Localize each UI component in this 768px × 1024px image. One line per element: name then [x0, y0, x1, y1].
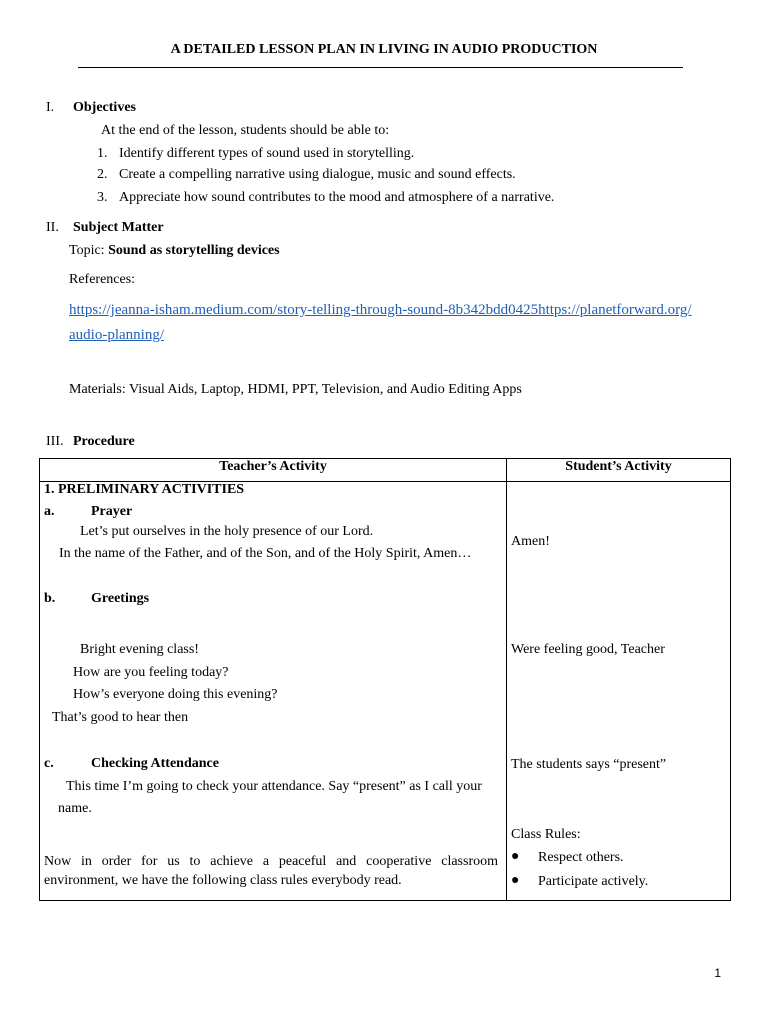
procedure-table [39, 458, 731, 901]
greetings-heading: Greetings [91, 591, 150, 606]
teacher-activity-cell [40, 482, 507, 901]
objectives-intro: At the end of the lesson, students should be able to: [101, 123, 390, 138]
preliminary-activities-heading: 1. PRELIMINARY ACTIVITIES [44, 482, 245, 497]
title-underline [78, 67, 683, 68]
objective-number: 1. [97, 146, 108, 161]
bullet-icon: ● [511, 873, 520, 888]
prayer-line: Let’s put ourselves in the holy presence of our Lord. [80, 524, 374, 539]
objective-number: 2. [97, 167, 108, 182]
greeting-response: Were feeling good, Teacher [511, 642, 665, 657]
subject-matter-heading: Subject Matter [73, 220, 164, 235]
student-activity-header: Student’s Activity [507, 459, 731, 482]
prayer-heading: Prayer [91, 504, 133, 519]
class-rule-item: Respect others. [538, 850, 624, 865]
objective-item: Create a compelling narrative using dialogue, music and sound effects. [119, 167, 516, 182]
objectives-heading: Objectives [73, 100, 136, 115]
bullet-icon: ● [511, 849, 520, 864]
attendance-response: The students says “present” [511, 757, 667, 772]
subject-matter-numeral: II. [46, 220, 59, 235]
greeting-line: How are you feeling today? [73, 665, 229, 680]
materials-line: Materials: Visual Aids, Laptop, HDMI, PPT, Television, and Audio Editing Apps [69, 382, 522, 397]
objective-number: 3. [97, 190, 108, 205]
references-label: References: [69, 272, 136, 287]
attendance-heading: Checking Attendance [91, 756, 219, 771]
objective-item: Identify different types of sound used in storytelling. [119, 146, 415, 161]
class-rules-label: Class Rules: [511, 827, 581, 842]
objectives-numeral: I. [46, 100, 55, 115]
topic-line [69, 243, 280, 259]
attendance-line: This time I’m going to check your attendance. Say “present” as I call your [66, 779, 482, 794]
prayer-letter: a. [44, 504, 55, 519]
topic-label: Topic: [69, 243, 105, 258]
procedure-numeral: III. [46, 434, 64, 449]
topic-value: Sound as storytelling devices [108, 243, 280, 258]
attendance-line: name. [58, 801, 92, 816]
page-number: 1 [714, 966, 721, 980]
class-rule-item: Participate actively. [538, 874, 649, 889]
greeting-line: Bright evening class! [80, 642, 199, 657]
reference-link-continued[interactable]: audio-planning/ [69, 327, 164, 343]
teacher-activity-header: Teacher’s Activity [40, 459, 507, 482]
procedure-heading: Procedure [73, 434, 135, 449]
prayer-line: In the name of the Father, and of the Son, and of the Holy Spirit, Amen… [59, 546, 472, 561]
student-activity-cell [507, 482, 731, 901]
greetings-letter: b. [44, 591, 56, 606]
reference-link[interactable]: https://jeanna-isham.medium.com/story-telling-through-sound-8b342bdd0425https://planetforward.org/ [69, 302, 692, 318]
document-title: A DETAILED LESSON PLAN IN LIVING IN AUDIO PRODUCTION [170, 42, 598, 57]
objective-item: Appreciate how sound contributes to the mood and atmosphere of a narrative. [119, 190, 555, 205]
prayer-response: Amen! [511, 534, 550, 549]
attendance-letter: c. [44, 756, 54, 771]
greeting-line: That’s good to hear then [52, 710, 189, 725]
class-rules-instruction: Now in order for us to achieve a peaceful and cooperative classroom environment, we have the following class rules everybody read. [44, 854, 498, 888]
greeting-line: How’s everyone doing this evening? [73, 687, 278, 702]
